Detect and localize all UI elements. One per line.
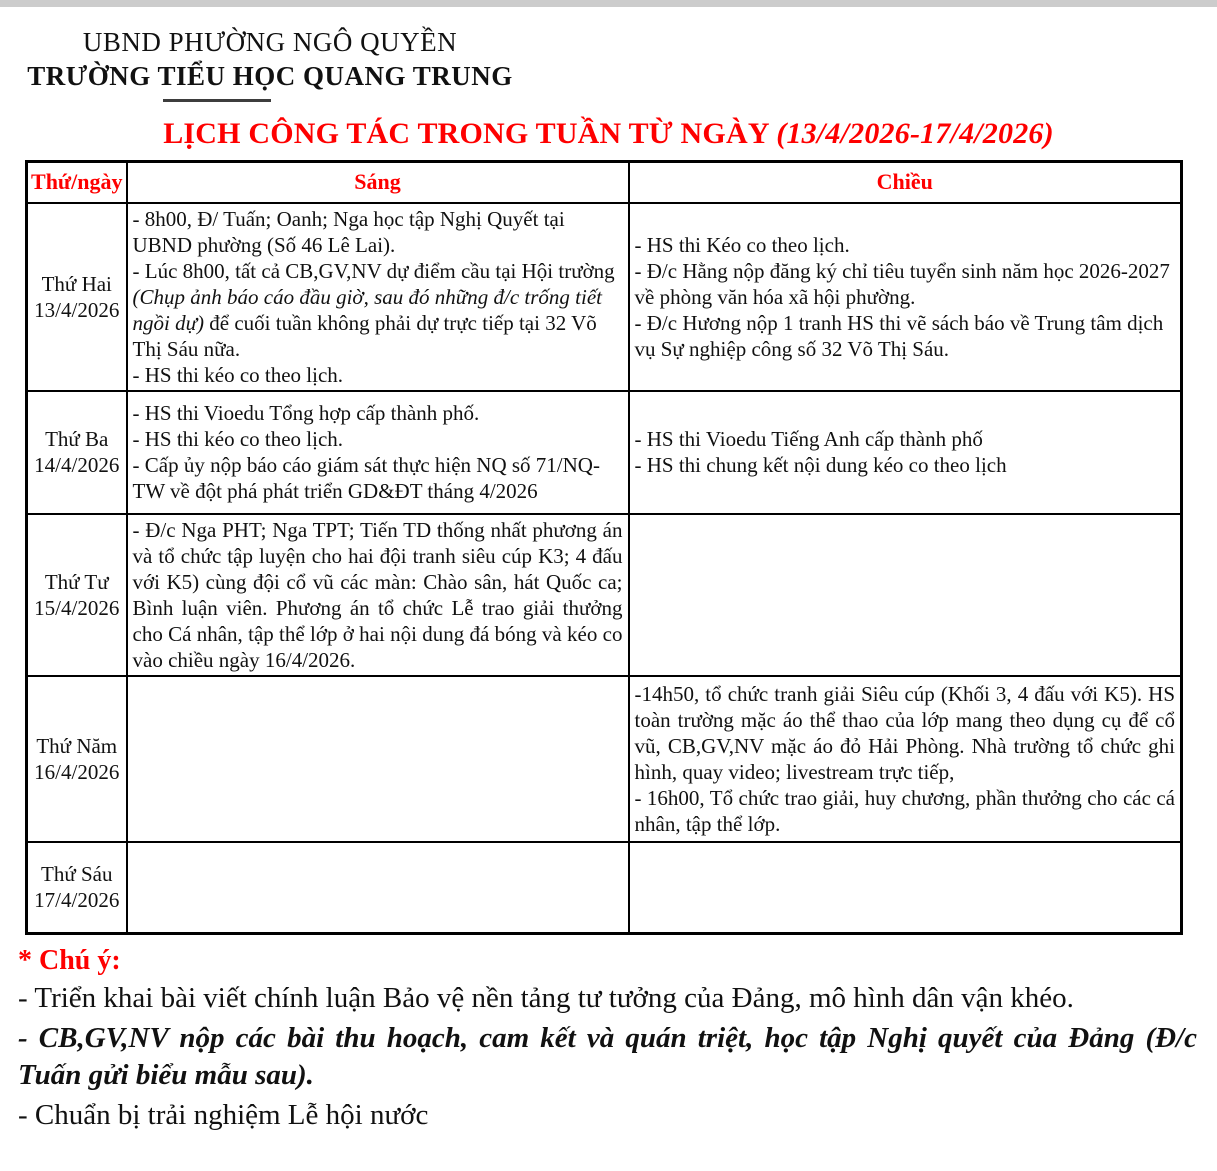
- day-cell: [27, 391, 127, 514]
- schedule-item: - HS thi Kéo co theo lịch.: [634, 232, 850, 257]
- afternoon-cell: [629, 514, 1182, 676]
- day-cell: [27, 514, 127, 676]
- day-name: Thứ Năm: [36, 733, 118, 758]
- column-header-morning: Sáng: [127, 162, 629, 203]
- schedule-item: - HS thi kéo co theo lịch.: [132, 427, 344, 451]
- page-title: [0, 117, 1217, 151]
- schedule-item: - 8h00, Đ/ Tuấn; Oanh; Nga học tập Nghị Quyết tại UBND phường (Số 46 Lê Lai).: [132, 206, 565, 257]
- column-header-day: Thứ/ngày: [27, 162, 127, 203]
- day-date: 13/4/2026: [34, 297, 120, 322]
- schedule-item: - Đ/c Hằng nộp đăng ký chỉ tiêu tuyển sinh năm học 2026-2027 về phòng văn hóa xã hội phường.: [634, 258, 1170, 309]
- org-name-parent: UBND PHƯỜNG NGÔ QUYỀN: [82, 27, 458, 57]
- day-name: Thứ Hai: [41, 271, 112, 296]
- top-border-strip: [0, 0, 1217, 7]
- schedule-item: - Đ/c Nga PHT; Nga TPT; Tiến TD thống nhất phương án và tổ chức tập luyện cho hai đội tranh siêu cúp K3; 4 đấu với K5) cùng đội cổ vũ các màn: Chào sân, hát Quốc ca; Bình luận viên. Phương án tổ chức Lễ trao giải thưởng cho Cá nhân, tập thể lớp ở hai nội dung đá bóng và kéo co vào chiều ngày 16/4/2026.: [132, 517, 623, 672]
- table-row-wednesday: [27, 514, 1182, 676]
- schedule-item-note: (Chụp ảnh báo cáo đầu giờ, sau đó những đ/c trống tiết ngồi dự): [132, 284, 602, 335]
- letterhead-underline: [163, 99, 271, 102]
- schedule-item: - Lúc 8h00, tất cả CB,GV,NV dự điểm cầu tại Hội trường (Chụp ảnh báo cáo đầu giờ, sau đó những đ/c trống tiết ngồi dự) để cuối tuần không phải dự trực tiếp tại 32 Võ Thị Sáu nữa.: [132, 258, 615, 361]
- morning-cell: [127, 514, 629, 676]
- note-item: - Triển khai bài viết chính luận Bảo vệ nền tảng tư tưởng của Đảng, mô hình dân vận khéo.: [18, 982, 1074, 1014]
- day-name: Thứ Ba: [45, 427, 109, 451]
- note-item: - Chuẩn bị trải nghiệm Lễ hội nước: [18, 1099, 429, 1131]
- schedule-item: - Cấp ủy nộp báo cáo giám sát thực hiện NQ số 71/NQ-TW về đột phá phát triển GD&ĐT tháng 4/2026: [132, 453, 600, 503]
- afternoon-cell: [629, 676, 1182, 842]
- column-header-afternoon: Chiều: [629, 162, 1182, 203]
- morning-cell: [127, 842, 629, 934]
- morning-cell: [127, 203, 629, 391]
- day-date: 14/4/2026: [34, 453, 120, 477]
- note-item: - CB,GV,NV nộp các bài thu hoạch, cam kết và quán triệt, học tập Nghị quyết của Đảng (Đ/c Tuấn gửi biểu mẫu sau).: [18, 1022, 1197, 1091]
- schedule-item: - HS thi Vioedu Tiếng Anh cấp thành phố: [634, 427, 983, 451]
- day-name: Thứ Sáu: [41, 862, 113, 887]
- morning-cell: [127, 391, 629, 514]
- afternoon-cell: [629, 203, 1182, 391]
- schedule-item: - HS thi Vioedu Tổng hợp cấp thành phố.: [132, 401, 480, 425]
- day-date: 16/4/2026: [34, 759, 120, 784]
- table-row-tuesday: [27, 391, 1182, 514]
- afternoon-cell: [629, 842, 1182, 934]
- afternoon-cell: [629, 391, 1182, 514]
- letterhead: [0, 0, 540, 102]
- table-row-friday: [27, 842, 1182, 934]
- schedule-item: - HS thi kéo co theo lịch.: [132, 362, 344, 387]
- day-name: Thứ Tư: [44, 569, 109, 594]
- day-cell: [27, 842, 127, 934]
- day-cell: [27, 676, 127, 842]
- notes-heading: * Chú ý:: [18, 945, 121, 976]
- morning-cell: [127, 676, 629, 842]
- schedule-item: - 16h00, Tổ chức trao giải, huy chương, phần thưởng cho các cá nhân, tập thể lớp.: [634, 785, 1175, 836]
- day-cell: [27, 203, 127, 391]
- table-header-row: [27, 162, 1182, 203]
- table-row-thursday: [27, 676, 1182, 842]
- schedule-item: - Đ/c Hương nộp 1 tranh HS thi vẽ sách báo về Trung tâm dịch vụ Sự nghiệp công số 32 Võ Thị Sáu.: [634, 310, 1164, 361]
- schedule-table: [25, 160, 1183, 935]
- schedule-item: - HS thi chung kết nội dung kéo co theo lịch: [634, 453, 1007, 477]
- day-date: 15/4/2026: [34, 595, 120, 620]
- notes-section: [18, 945, 1197, 1134]
- day-date: 17/4/2026: [34, 888, 120, 913]
- page-title-text: LỊCH CÔNG TÁC TRONG TUẦN TỪ NGÀY: [163, 117, 777, 150]
- table-row-monday: [27, 203, 1182, 391]
- schedule-item: -14h50, tổ chức tranh giải Siêu cúp (Khối 3, 4 đấu với K5). HS toàn trường mặc áo thể thao của lớp mang theo dụng cụ để cổ vũ, CB,GV,NV mặc áo đỏ Hải Phòng. Nhà trường tổ chức ghi hình, quay video; livestream trực tiếp,: [634, 681, 1175, 784]
- org-name-school: TRƯỜNG TIỂU HỌC QUANG TRUNG: [27, 61, 513, 91]
- page-title-dates: (13/4/2026-17/4/2026): [776, 117, 1054, 150]
